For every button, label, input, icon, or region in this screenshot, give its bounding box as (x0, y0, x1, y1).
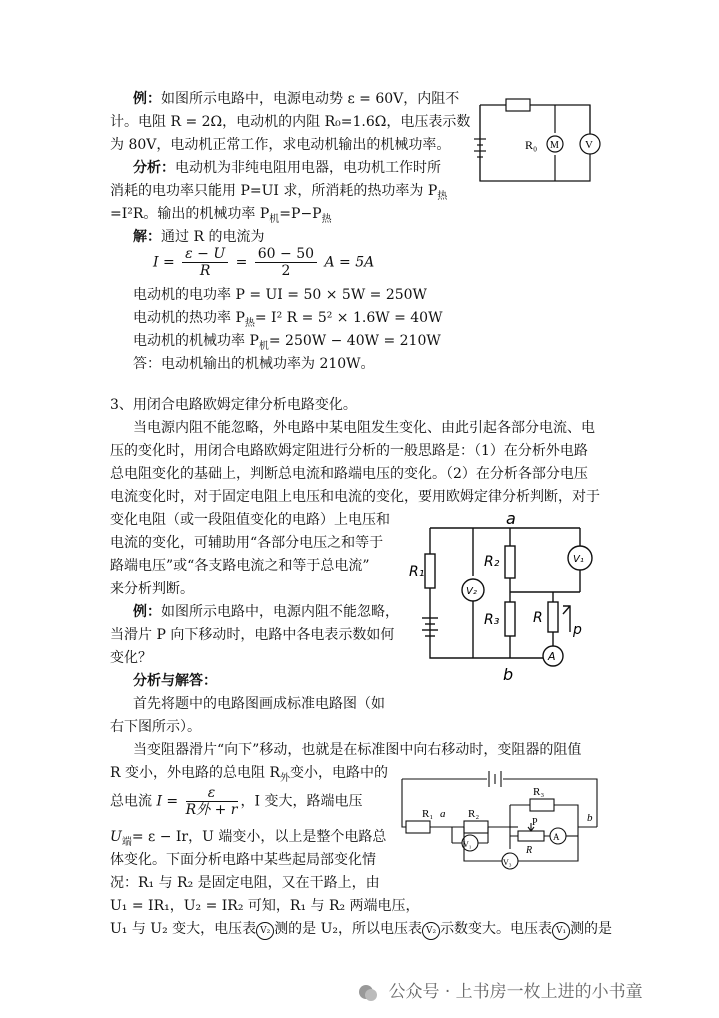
svg-text:R₃: R₃ (533, 786, 545, 798)
svg-text:a: a (440, 808, 446, 820)
total-current-line: 总电流 I = $\frac{\varepsilon}{\text{R外 + r}}$ ，I 变大，路端电压 (110, 785, 363, 818)
analysis2-line4: R 变小，外电路的总电阻 $R_外$变小，电路中的 (110, 765, 388, 784)
svg-text:p: p (573, 622, 582, 638)
svg-text:P: P (532, 817, 538, 828)
svg-text:R₂: R₂ (468, 808, 480, 820)
analysis2-line1: 首先将题中的电路图画成标准电路图（如 (133, 696, 385, 712)
analysis2-line8: U₁ 与 U₂ 变大，电压表 V₂ 测的是 U₂，所以电压表 V₂ 示数变大。电压表 V₁ 测的是 (110, 918, 612, 941)
section3-line7: 路端电压”或“各支路电流之和等于总电流” (110, 558, 370, 574)
answer1: 答：电动机输出的机械功率为 210W。 (133, 356, 375, 372)
svg-text:A: A (553, 832, 560, 842)
svg-text:a: a (506, 509, 516, 528)
circuit2-slider (563, 606, 570, 632)
svg-text:R₀: R₀ (525, 138, 538, 152)
svg-text:R₃: R₃ (484, 612, 500, 628)
section3-line2: 压的变化时，用闭合电路欧姆定阻进行分析的一般思路是：（1）在分析外电路 (110, 443, 588, 459)
section3-line6: 电流的变化，可辅助用“各部分电压之和等于 (110, 535, 384, 551)
section3-line3: 总电阻变化的基础上，判断总电流和路端电压的变化。（2）在分析各部分电压 (110, 466, 588, 482)
example2-label: 例： (133, 604, 161, 620)
solution1-line: 解：通过 R 的电流为 (133, 229, 265, 245)
circuit3-r2 (464, 821, 488, 833)
svg-text:M: M (550, 140, 559, 151)
analysis1-line3: =I²R。输出的机械功率 $P_机=P-P_热$ (110, 206, 332, 225)
svg-text:R₁: R₁ (409, 564, 425, 580)
section3-line4: 电流变化时，对于固定电阻上电压和电流的变化，要用欧姆定律分析判断，对于 (110, 489, 600, 505)
svg-text:b: b (503, 665, 514, 684)
analysis1-line2: 消耗的电功率只能用 P=UI 求，所消耗的热功率为 $P_热$ (110, 183, 448, 202)
svg-text:b: b (587, 812, 593, 824)
power-heat: 电动机的热功率 $P_热= I^2$ R = 5² × 1.6W = 40W (133, 310, 443, 329)
analysis1-label: 分析： (133, 160, 175, 176)
example1-line1: 例：如图所示电路中，电源电动势 ε = 60V，内阻不 (133, 91, 460, 107)
example1-line2: 计。电阻 R = 2Ω，电动机的内阻 R₀=1.6Ω，电压表示数 (110, 114, 471, 130)
circuit-diagram-2 (405, 506, 605, 684)
analysis1-line1: 分析：电动机为非纯电阻用电器，电功机工作时所 (133, 160, 441, 176)
circuit3-rheostat (518, 831, 544, 841)
circuit1-resistor (506, 99, 530, 111)
current-equation: I = $\frac{\varepsilon - U}{R}$ = $\frac{60 - 50}{2}$ A = 5A (153, 246, 375, 279)
section3-line8: 来分析判断。 (110, 581, 194, 597)
analysis2-line2: 右下图所示）。 (110, 719, 201, 735)
voltmeter-v2-inline-icon: V₂ (422, 922, 440, 940)
svg-text:V₃: V₃ (503, 858, 512, 867)
example2-line3: 变化？ (110, 650, 152, 666)
voltmeter-v1-inline-icon: V₁ (552, 922, 570, 940)
svg-text:R: R (533, 610, 543, 626)
svg-text:V₂: V₂ (466, 586, 477, 597)
circuit2-r1 (425, 554, 435, 588)
circuit2-r2 (505, 546, 515, 578)
voltmeter-v2-inline-icon: V₂ (256, 922, 274, 940)
wechat-logo-icon (358, 983, 378, 1003)
svg-text:V: V (585, 139, 593, 151)
svg-text:A: A (548, 650, 556, 663)
svg-text:V₁: V₁ (463, 840, 472, 849)
circuit3-r1 (406, 821, 430, 833)
power-electric: 电动机的电功率 P = UI = 50 × 5W = 250W (133, 287, 427, 303)
circuit2-r3 (505, 602, 515, 636)
circuit-diagram-3 (392, 765, 610, 877)
example2-line1: 例：如图所示电路中，电源内阻不能忽略， (133, 604, 399, 620)
example1-label: 例： (133, 91, 161, 107)
section3-line5: 变化电阻（或一段阻值变化的电路）上电压和 (110, 512, 390, 528)
section3-heading: 3、用闭合电路欧姆定律分析电路变化。 (110, 397, 357, 413)
terminal-voltage-line: $U_端= \varepsilon - Ir$，U 端变小，以上是整个电路总 (110, 829, 387, 848)
analysis2-line7: U₁ = IR₁，U₂ = IR₂ 可知，R₁ 与 R₂ 两端电压， (110, 898, 420, 914)
circuit3-r3 (530, 799, 554, 811)
example1-line3: 为 80V，电动机正常工作，求电动机输出的机械功率。 (110, 137, 451, 153)
solution1-label: 解： (133, 229, 161, 245)
analysis2-label: 分析与解答： (133, 673, 217, 689)
svg-text:R: R (526, 845, 533, 856)
analysis2-line5: 体变化。下面分析电路中某些起局部变化情 (110, 852, 376, 868)
example2-line2: 当滑片 P 向下移动时，电路中各电表示数如何 (110, 627, 395, 643)
power-mechanical: 电动机的机械功率 $P_机= 250W - 40W = 210W$ (133, 333, 441, 352)
circuit-diagram-1 (470, 93, 620, 185)
section3-line1: 当电源内阻不能忽略，外电路中某电阻发生变化、由此引起各部分电流、电 (133, 420, 595, 436)
analysis2-line3: 当变阻器滑片“向下”移动，也就是在标准图中向右移动时，变阻器的阻值 (133, 742, 582, 758)
watermark: 公众号 · 上书房一枚上进的小书童 (358, 977, 643, 1003)
svg-text:R₂: R₂ (484, 554, 500, 570)
svg-text:V₁: V₁ (573, 554, 584, 565)
svg-text:R₁: R₁ (422, 808, 434, 820)
circuit2-rheostat (548, 602, 558, 632)
analysis2-line6: 况：R₁ 与 R₂ 是固定电阻，又在干路上，由 (110, 875, 380, 891)
